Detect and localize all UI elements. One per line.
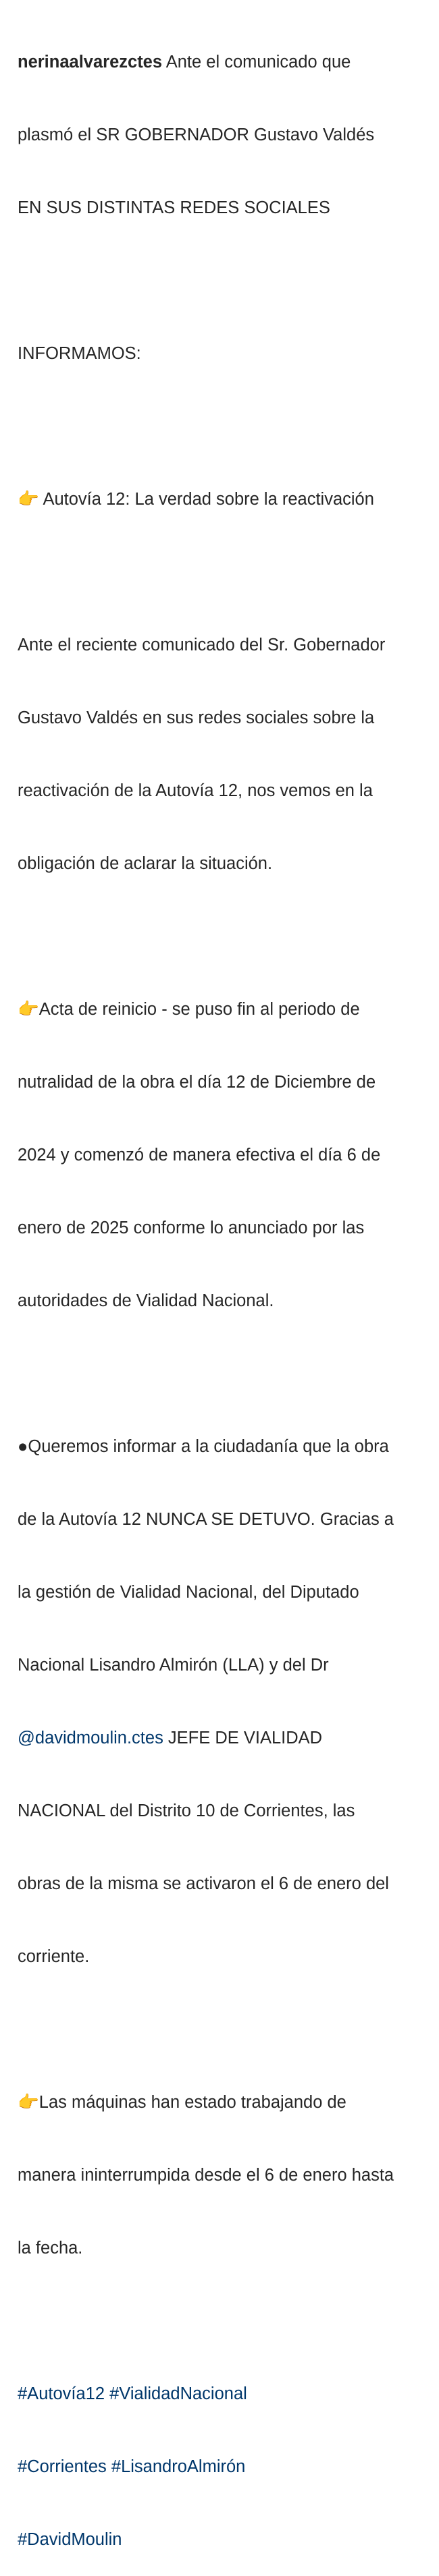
caption-intro-text: Ante el comunicado que <box>162 53 351 72</box>
headline-line <box>18 487 430 511</box>
hashtag-link[interactable]: #VialidadNacional <box>109 2384 247 2403</box>
blank-line <box>18 269 430 293</box>
para2-text: Acta de reinicio - se puso fin al periodo de <box>38 1000 360 1019</box>
hashtag-link[interactable]: #LisandroAlmirón <box>111 2457 246 2476</box>
para2-line-2: nutralidad de la obra el día 12 de Diciembre de <box>18 1073 376 1092</box>
hashtag-line-1 <box>18 2382 430 2406</box>
post-caption <box>18 1 430 2576</box>
caption-line-2: plasmó el SR GOBERNADOR Gustavo Valdés <box>18 125 375 144</box>
blank-line <box>18 560 430 584</box>
blank-line <box>18 1362 430 1386</box>
para4-line-3: la fecha. <box>18 2239 83 2258</box>
pointing-hand-icon: 👉 <box>18 999 39 1019</box>
para3-line-8: corriente. <box>18 1947 90 1966</box>
para4-line-2: manera ininterrumpida desde el 6 de enero hasta <box>18 2166 394 2185</box>
para1-line-1: Ante el reciente comunicado del Sr. Gobernador <box>18 636 386 654</box>
blank-line <box>18 414 430 439</box>
para2-line-3: 2024 y comenzó de manera efectiva el día 6 de <box>18 1146 381 1165</box>
pointing-hand-icon: 👉 <box>18 489 39 509</box>
para3-mention-suffix: JEFE DE VIALIDAD <box>163 1729 323 1747</box>
caption-line-3: EN SUS DISTINTAS REDES SOCIALES <box>18 198 330 217</box>
hashtag-link[interactable]: #Autovía12 <box>18 2384 105 2403</box>
hashtag-link[interactable]: #Corrientes <box>18 2457 107 2476</box>
para3-line-7: obras de la misma se activaron el 6 de enero del <box>18 1874 389 1893</box>
para3-line-5 <box>18 1726 430 1750</box>
blank-line <box>18 924 430 949</box>
para3-line-6: NACIONAL del Distrito 10 de Corrientes, las <box>18 1801 355 1820</box>
hashtag-line-3 <box>18 2527 430 2552</box>
blank-line <box>18 2017 430 2042</box>
para2-line-4: enero de 2025 conforme lo anunciado por las <box>18 1219 365 1237</box>
para1-line-4: obligación de aclarar la situación. <box>18 854 273 873</box>
para4-line-1 <box>18 2090 430 2115</box>
para3-line-2: de la Autovía 12 NUNCA SE DETUVO. Gracias a <box>18 1510 394 1529</box>
para1-line-3: reactivación de la Autovía 12, nos vemos en la <box>18 781 373 800</box>
para3-line-4: Nacional Lisandro Almirón (LLA) y del Dr <box>18 1656 329 1675</box>
para3-line-1: ●Queremos informar a la ciudadanía que la obra <box>18 1437 389 1456</box>
blank-line <box>18 2309 430 2333</box>
caption-line-1 <box>18 50 430 74</box>
informamos-heading: INFORMAMOS: <box>18 344 141 363</box>
hashtag-link[interactable]: #DavidMoulin <box>18 2530 122 2549</box>
headline-text: Autovía 12: La verdad sobre la reactivación <box>38 490 374 509</box>
para4-text: Las máquinas han estado trabajando de <box>38 2093 346 2112</box>
para1-line-2: Gustavo Valdés en sus redes sociales sobre la <box>18 708 375 727</box>
hashtag-line-2 <box>18 2455 430 2479</box>
username-link[interactable]: nerinaalvarezctes <box>18 53 163 72</box>
mention-link[interactable]: @davidmoulin.ctes <box>18 1729 163 1747</box>
para2-line-5: autoridades de Vialidad Nacional. <box>18 1291 274 1310</box>
pointing-hand-icon: 👉 <box>18 2092 39 2112</box>
para2-line-1 <box>18 997 430 1021</box>
para3-line-3: la gestión de Vialidad Nacional, del Diputado <box>18 1583 359 1602</box>
